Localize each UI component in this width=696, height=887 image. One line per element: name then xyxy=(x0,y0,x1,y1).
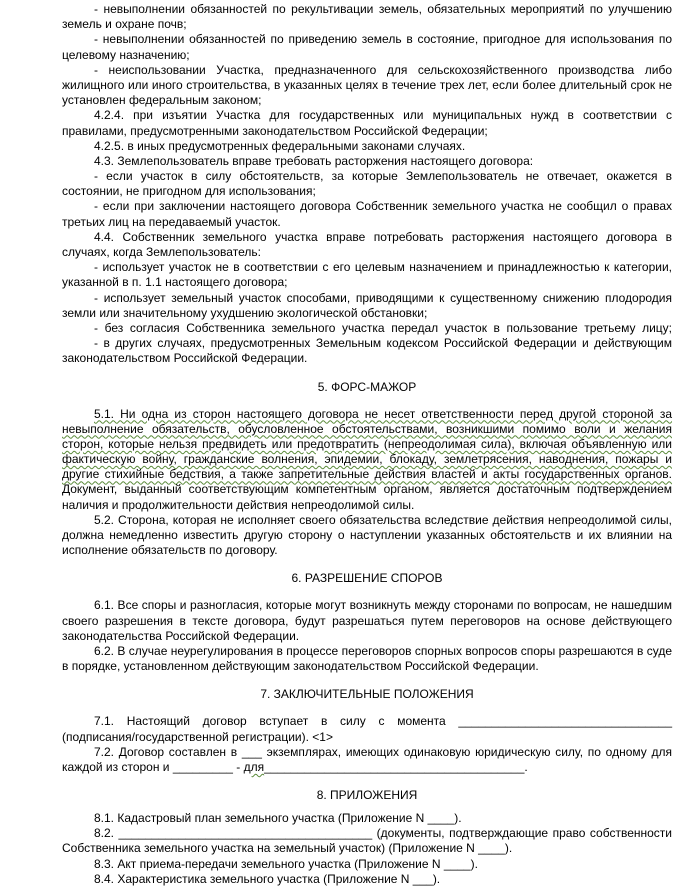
document-page xyxy=(62,2,672,887)
paragraph-line: Документ, выданный соответствующим компетентным органом, является достаточным подтверждением xyxy=(62,482,672,497)
spacer xyxy=(62,702,672,714)
paragraph-line: 4.2.5. в иных предусмотренных федеральными законами случаях. xyxy=(94,138,466,153)
paragraph-line: - использует земельный участок способами, приводящими к существенному снижению плодородия xyxy=(94,290,672,305)
paragraph-line: невыполнение обязательств, обусловленное обстоятельствами, возникшими помимо воли и желания xyxy=(62,421,672,436)
paragraph-line: - использует участок не в соответствии с его целевым назначением и принадлежностью к категории, xyxy=(94,260,672,275)
spacer xyxy=(62,674,672,686)
paragraph-line: третьих лиц на передаваемый участок. xyxy=(62,214,281,229)
spacer xyxy=(62,803,672,811)
section-7-body xyxy=(62,714,672,775)
paragraph-line: законодательством Российской Федерации. xyxy=(62,351,308,366)
paragraph-line: 4.3. Землепользователь вправе требовать расторжения настоящего договора: xyxy=(94,153,534,168)
paragraph-line: - невыполнении обязанностей по приведению земель в состояние, пригодное для использования по xyxy=(94,32,672,47)
line-fragment: каждой из сторон и _________ - xyxy=(62,759,244,774)
paragraph-line: жилищного или иного строительства, в указанных целях в течение трех лет, если более длительный срок не xyxy=(62,77,672,92)
paragraph-line: своего разрешения в тексте договора, будут разрешаться путем переговоров на основе действующего xyxy=(62,613,672,628)
paragraph-line: 4.2.4. при изъятии Участка для государственных или муниципальных нужд в соответствии с xyxy=(94,108,672,123)
section-5-body xyxy=(62,407,672,559)
paragraph-line xyxy=(62,760,672,775)
spacer xyxy=(62,367,672,379)
section-heading-6: 6. РАЗРЕШЕНИЕ СПОРОВ xyxy=(291,571,443,586)
spelling-marked-word: для xyxy=(243,759,265,774)
paragraph-line: (подписания/государственной регистрации). <1> xyxy=(62,729,333,744)
spacer xyxy=(62,586,672,598)
list-item: 8.1. Кадастровый план земельного участка (Приложение N ____). xyxy=(94,811,462,826)
paragraph-line: земли или значительному ухудшению экологической обстановки; xyxy=(62,305,428,320)
paragraph-line: 5.1. Ни одна из сторон настоящего договора не несет ответственности перед другой стороной за xyxy=(94,406,672,421)
paragraph-line: 6.1. Все споры и разногласия, которые могут возникнуть между сторонами по вопросам, не нашедшим xyxy=(94,598,672,613)
list-item: 8.3. Акт приема-передачи земельного участка (Приложение N ____). xyxy=(94,856,478,871)
paragraph-line: законодательства Российской Федерации. xyxy=(62,628,300,643)
spacer xyxy=(62,558,672,570)
paragraph-line: другие стихийные бедствия, а также запретительные действия властей и акты государственных органов. xyxy=(62,467,672,482)
list-item: Собственника земельного участка на земельный участок) (Приложение N ____). xyxy=(62,841,513,856)
list-item: 8.2. ______________________________________ (документы, подтверждающие право собственности xyxy=(94,826,672,841)
paragraph-line: 5.2. Сторона, которая не исполняет своего обязательства вследствие действия непреодолимой силы, xyxy=(94,512,672,527)
paragraph-line: 6.2. В случае неурегулирования в процессе переговоров спорных вопросов споры разрешаются в суде xyxy=(94,643,672,658)
section-6-body xyxy=(62,598,672,674)
section-heading-5: 5. ФОРС-МАЖОР xyxy=(317,379,417,394)
paragraph-line: - если участок в силу обстоятельств, за которые Землепользователь не отвечает, окажется в xyxy=(94,169,672,184)
paragraph-line: должна немедленно известить другую сторону о наступлении указанных обстоятельств и их влиянии на xyxy=(62,528,672,542)
section-8-body xyxy=(62,811,672,887)
paragraph-line: состоянии, не пригодном для использования; xyxy=(62,184,316,199)
paragraph-line: 7.2. Договор составлен в ___ экземплярах, имеющих одинаковую юридическую силу, по одному для xyxy=(94,744,672,759)
paragraph-line: исполнение обязательств по договору. xyxy=(62,543,278,558)
paragraph-line: случаях, когда Землепользователь: xyxy=(62,245,261,259)
paragraph-line: установлен федеральным законом; xyxy=(62,93,262,108)
paragraph-line: правилами, предусмотренными законодательством Российской Федерации; xyxy=(62,123,488,138)
paragraph-line: - невыполнении обязанностей по рекультивации земель, обязательных мероприятий по улучшению xyxy=(94,2,672,16)
paragraph-line: фактическую войну, гражданские волнения, эпидемии, блокаду, землетрясения, наводнения, пожары и xyxy=(62,452,672,467)
paragraph-line: - без согласия Собственника земельного участка передал участок в пользование третьему лицу; xyxy=(94,320,672,335)
section-heading-7: 7. ЗАКЛЮЧИТЕЛЬНЫЕ ПОЛОЖЕНИЯ xyxy=(260,687,474,702)
paragraph-line: целевому назначению; xyxy=(62,47,190,62)
paragraph-line: - если при заключении настоящего договора Собственник земельного участка не сообщил о правах xyxy=(94,199,672,214)
section-heading-8: 8. ПРИЛОЖЕНИЯ xyxy=(316,788,418,803)
line-fragment: _______________________________________. xyxy=(264,759,528,774)
paragraph-line: земель и охране почв; xyxy=(62,17,187,32)
spacer xyxy=(62,775,672,787)
paragraph-line: в порядке, установленном действующим законодательством Российской Федерации. xyxy=(62,659,539,674)
spacer xyxy=(62,395,672,407)
paragraph-line: - в других случаях, предусмотренных Земельным кодексом Российской Федерации и действующим xyxy=(94,336,672,351)
paragraph-line: сторон, которые нельзя предвидеть или предотвратить (непреодолимая сила), включая объявленную или xyxy=(62,436,672,451)
paragraph-line: 7.1. Настоящий договор вступает в силу с момента ________________________________ xyxy=(94,714,672,729)
paragraph-line: - неиспользовании Участка, предназначенного для сельскохозяйственного производства либо xyxy=(94,62,672,77)
paragraph-line: указанной в п. 1.1 настоящего договора; xyxy=(62,275,288,290)
section-4-continued xyxy=(62,2,672,367)
paragraph-line: наличия и продолжительности действия непреодолимой силы. xyxy=(62,497,415,512)
paragraph-line: 4.4. Собственник земельного участка вправе потребовать расторжения настоящего договора в xyxy=(94,229,672,244)
list-item: 8.4. Характеристика земельного участка (Приложение N ___). xyxy=(94,871,441,886)
